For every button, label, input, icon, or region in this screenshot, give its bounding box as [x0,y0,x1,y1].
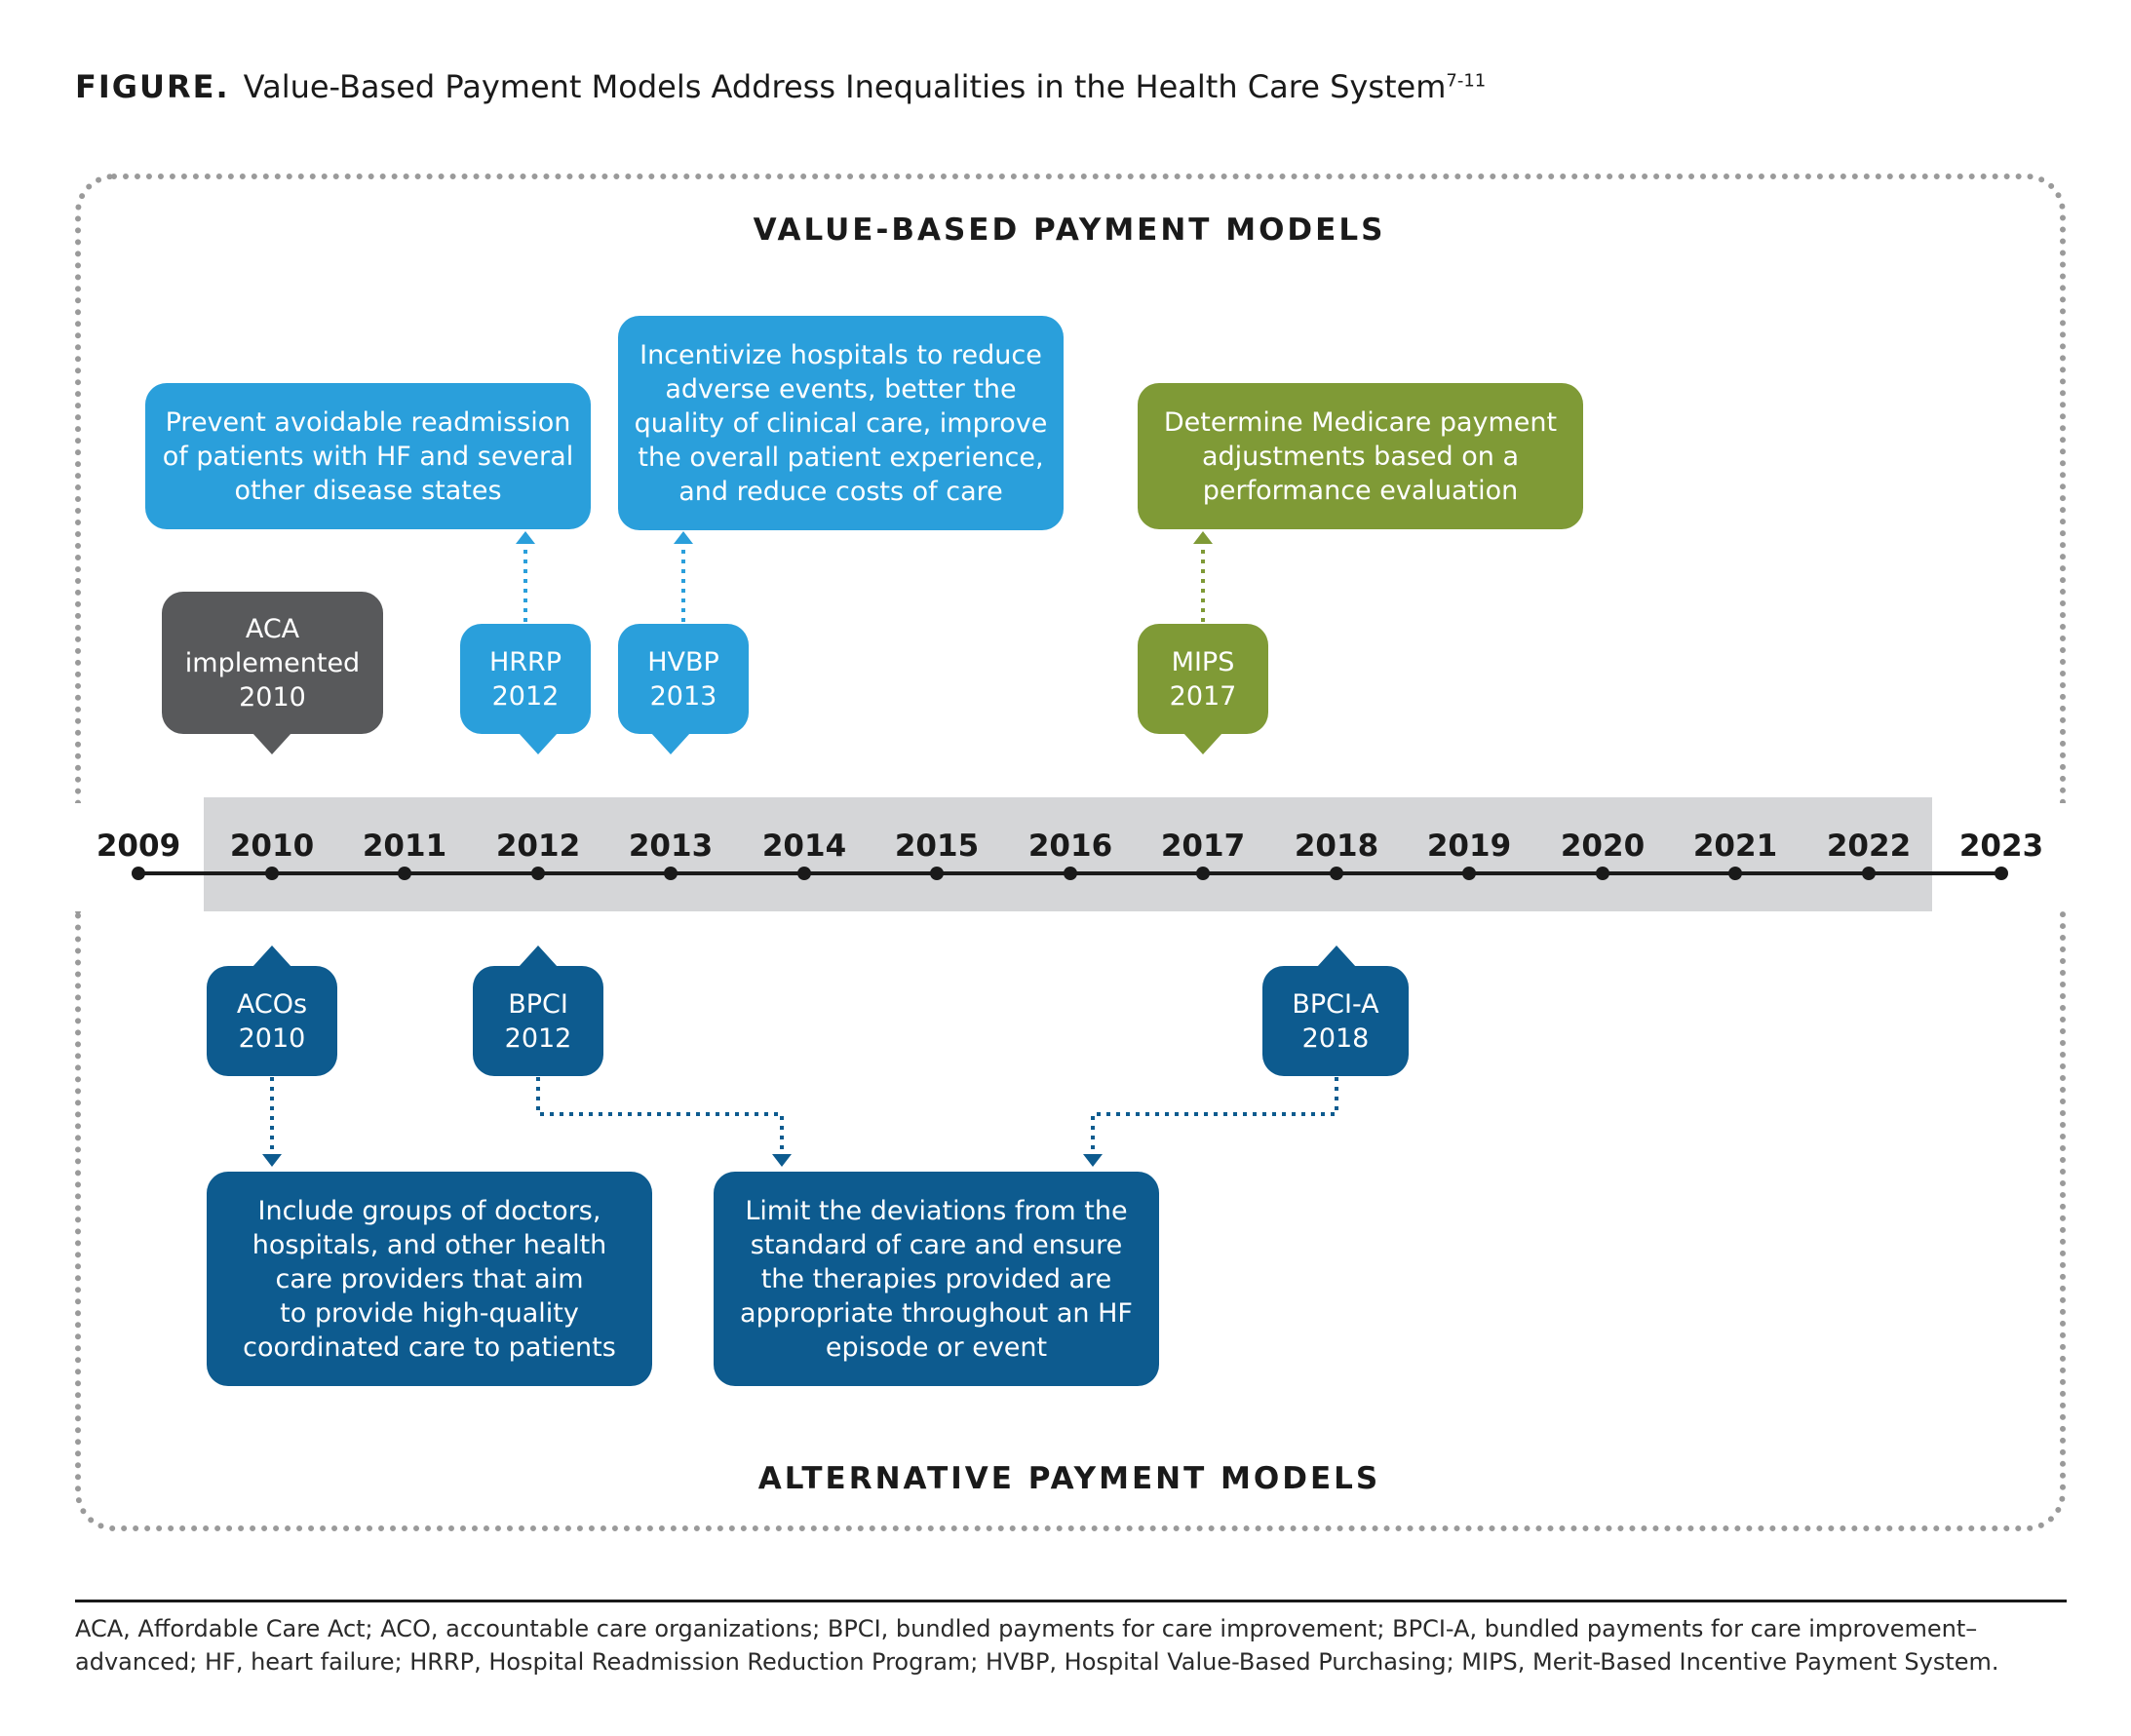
year-dot [1995,867,2008,880]
acos-pointer [252,945,291,967]
tag-line: 2018 [1301,1022,1370,1054]
description-line: adjustments based on a [1201,441,1520,472]
tag-line: 2013 [649,680,717,712]
figure-superscript: 7-11 [1446,70,1487,92]
hrrp-tag [460,624,591,734]
year-label: 2022 [1826,829,1912,864]
mips-arrowhead [1193,531,1213,544]
bpcia-pointer [1317,945,1356,967]
figure-label: FIGURE. [75,68,230,105]
year-label: 2010 [229,829,315,864]
description-line: to provide high-quality [280,1297,579,1329]
acos-description [207,1172,652,1386]
mips-tag [1138,624,1268,734]
description-line: quality of clinical care, improve [634,407,1048,439]
year-dot [265,867,279,880]
bpci-connector [538,1077,782,1154]
hvbp-pointer [651,733,690,754]
description-line: of patients with HF and several [162,441,574,472]
footnote: ACA, Affordable Care Act; ACO, accountable care organizations; BPCI, bundled payments for care improvement; BPCI-A, bundled payments for care improvement–advanced; HF, heart failure; HRRP, Hospital Readmission Reduction Program; HVBP, Hospital Value-Based Purchasing; MIPS, Merit-Based Incentive Payment System. [75,1615,1999,1676]
hvbp-arrowhead [674,531,693,544]
year-dot [1462,867,1476,880]
year-dot [930,867,944,880]
tag-line: HRRP [488,646,562,677]
tag-line: 2017 [1169,680,1237,712]
mips-description [1138,383,1583,529]
hrrp-pointer [519,733,558,754]
bpci-pointer [519,945,558,967]
bpci-arrowhead [772,1154,792,1167]
hrrp-arrowhead [516,531,535,544]
year-label: 2013 [628,829,714,864]
year-dot [1330,867,1343,880]
bpcia-tag [1262,966,1409,1076]
tag-line: ACOs [236,988,308,1020]
year-dot [398,867,411,880]
year-dot [1728,867,1742,880]
year-dot [1596,867,1609,880]
hvbp-description [618,316,1064,530]
tag-line: HVBP [647,646,719,677]
tag-line: ACA [245,613,300,644]
year-dot [531,867,545,880]
description-line: the overall patient experience, [638,442,1044,473]
tag-line: implemented [184,647,361,678]
bpci-tag [473,966,603,1076]
description-line: hospitals, and other health [252,1229,607,1260]
description-line: care providers that aim [275,1263,584,1294]
value-based-title: VALUE-BASED PAYMENT MODELS [753,212,1386,248]
year-dot [1064,867,1077,880]
tag-line: 2012 [491,680,560,712]
description-line: Determine Medicare payment [1163,406,1558,438]
year-label: 2009 [96,829,181,864]
year-dot [664,867,678,880]
description-line: appropriate throughout an HF [740,1297,1133,1329]
year-label: 2012 [495,829,581,864]
description-line: Limit the deviations from the [745,1195,1128,1226]
description-line: performance evaluation [1202,475,1519,506]
year-label: 2014 [761,829,847,864]
description-line: adverse events, better the [665,373,1017,405]
description-line: standard of care and ensure [750,1229,1123,1260]
footnote-rule [75,1600,2067,1602]
year-label: 2015 [894,829,980,864]
acos-arrowhead [262,1154,282,1167]
hvbp-tag [618,624,749,734]
year-label: 2011 [362,829,447,864]
description-line: the therapies provided are [760,1263,1112,1294]
tag-line: 2012 [504,1022,572,1054]
figure-title-text: Value-Based Payment Models Address Inequalities in the Health Care System [243,68,1447,105]
tag-line: BPCI-A [1292,988,1379,1020]
year-label: 2020 [1560,829,1646,864]
description-line: Include groups of doctors, [257,1195,601,1226]
year-dot [1196,867,1210,880]
tag-line: MIPS [1171,646,1235,677]
year-label: 2023 [1958,829,2044,864]
year-dot [1862,867,1876,880]
year-label: 2016 [1027,829,1113,864]
year-label: 2019 [1426,829,1512,864]
description-line: other disease states [234,475,502,506]
year-label: 2018 [1294,829,1379,864]
bpcia-arrowhead [1083,1154,1103,1167]
description-line: coordinated care to patients [243,1331,616,1363]
mips-pointer [1183,733,1222,754]
year-label: 2021 [1692,829,1778,864]
year-label: 2017 [1160,829,1246,864]
tag-line: 2010 [239,681,306,713]
tag-line: BPCI [508,988,568,1020]
description-line: and reduce costs of care [678,476,1003,507]
acos-tag [207,966,337,1076]
alternative-title: ALTERNATIVE PAYMENT MODELS [757,1461,1381,1496]
description-line: Incentivize hospitals to reduce [639,339,1042,370]
description-line: episode or event [825,1331,1048,1363]
bpci-description [714,1172,1159,1386]
tag-line: 2010 [238,1022,306,1054]
year-dot [132,867,145,880]
aca-tag [162,592,383,734]
description-line: Prevent avoidable readmission [165,406,571,438]
bpcia-connector [1093,1077,1337,1154]
aca-pointer [252,733,291,754]
hrrp-description [145,383,591,529]
year-dot [797,867,811,880]
